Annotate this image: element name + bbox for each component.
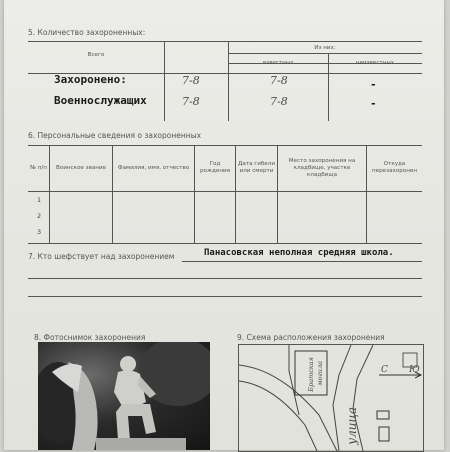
burial-scheme [238,344,424,452]
row-buried-total: 7-8 [182,74,200,87]
header-fullname: Фамилия, имя, отчество [117,164,190,171]
header-total: Всего [87,51,105,58]
row-military-known: 7-8 [270,95,288,108]
table6-top-line [28,145,422,146]
compass-north: С [381,365,388,375]
header-number: № п/п [30,164,47,171]
section8-title: 8. Фотоснимок захоронения [34,333,146,342]
table5-top-line [28,41,422,42]
section7-line [28,296,422,297]
row-number-3: 3 [37,228,42,236]
row-number-1: 1 [37,196,42,204]
row-buried-label: Захоронено: [54,73,127,86]
row-military-unknown: - [370,97,377,110]
monument-figure [38,342,210,450]
header-known: известных [262,59,294,66]
section7-line [28,278,422,279]
document-page [4,0,444,450]
header-rank: Воинское звание [55,164,107,171]
table6-bottom-line [28,243,422,244]
row-number-2: 2 [37,212,42,220]
header-birth-year: Год рождения [200,161,230,174]
grave-label-1: Братская [307,357,315,392]
header-unknown: неизвестных [355,59,395,66]
section6-title: 6. Персональные сведения о захороненных [28,131,202,140]
section9-title: 9. Схема расположения захоронения [237,333,385,342]
row-buried-known: 7-8 [270,74,288,87]
section7-title: 7. Кто шефствует над захоронением [28,252,175,261]
section5-title: 5. Количество захороненных: [28,28,146,37]
header-burial-place: Место захоронения на кладбище, участке кладбища [288,157,356,178]
burial-photo [38,342,210,450]
street-label: улица [345,407,359,445]
row-buried-unknown: - [370,78,377,91]
row-military-label: Военнослужащих [54,94,147,107]
row-military-total: 7-8 [182,95,200,108]
header-death-date: Дата гибели или смерти [238,161,275,174]
patron-value: Панасовская неполная средняя школа. [204,248,394,258]
header-reburied-from: Откуда перезахоронен [372,161,417,174]
compass-south: Ю [409,365,420,375]
table5-col-divider [228,41,229,121]
section7-line [182,261,422,262]
table6-header-bottom-line [28,191,422,192]
header-of-them: Из них: [314,44,336,51]
grave-label-2: могила [316,361,324,386]
table5-col-divider [164,41,165,121]
scheme-map [239,345,423,451]
